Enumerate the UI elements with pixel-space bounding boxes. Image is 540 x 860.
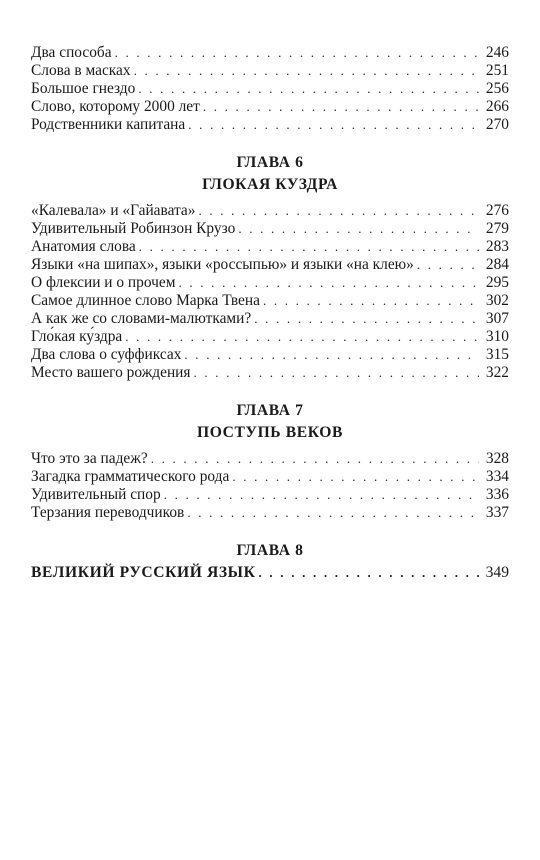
toc-entry[interactable] (31, 98, 509, 116)
table-of-contents (31, 44, 509, 582)
toc-entry[interactable] (31, 116, 509, 134)
toc-entry[interactable] (31, 256, 509, 274)
toc-entry-page: 295 (485, 274, 509, 291)
toc-leader-dots (203, 98, 479, 116)
toc-entry[interactable] (31, 328, 509, 346)
toc-entry-title: Место вашего рождения (31, 364, 191, 381)
toc-entry[interactable] (31, 450, 509, 468)
chapter-title: ГЛОКАЯ КУЗДРА (202, 176, 338, 193)
toc-entry-page: 279 (485, 220, 509, 237)
toc-entry-page: 302 (485, 292, 509, 309)
toc-chapter-8 (31, 540, 509, 582)
toc-entry-page: 337 (485, 504, 509, 521)
toc-entry[interactable] (31, 44, 509, 62)
toc-leader-dots (151, 450, 479, 468)
toc-entry-page: 334 (485, 468, 509, 485)
toc-entry-page: 349 (485, 564, 509, 581)
toc-entry-title: Слова в масках (31, 62, 131, 79)
toc-entry[interactable] (31, 310, 509, 328)
toc-leader-dots (259, 564, 480, 582)
toc-chapter-7 (31, 400, 509, 522)
toc-leader-dots (187, 504, 479, 522)
toc-entry-page: 322 (485, 364, 509, 381)
toc-entry-page: 307 (485, 310, 509, 327)
chapter-label: ГЛАВА 8 (236, 542, 304, 559)
toc-entry[interactable] (31, 274, 509, 292)
toc-entry-title: Гло́кая ку́здра (31, 328, 123, 345)
toc-entry-title: Родственники капитана (31, 116, 186, 133)
toc-entry-page: 276 (485, 202, 509, 219)
toc-entry[interactable] (31, 238, 509, 256)
toc-leader-dots (138, 80, 479, 98)
toc-leader-dots (184, 346, 479, 364)
toc-leader-dots (115, 44, 479, 62)
chapter-label: ГЛАВА 6 (236, 154, 304, 171)
toc-entry-title: Удивительный спор (31, 486, 161, 503)
toc-leader-dots (194, 364, 480, 382)
toc-entry[interactable] (31, 292, 509, 310)
toc-entry[interactable] (31, 364, 509, 382)
toc-leader-dots (164, 486, 479, 504)
toc-entry-page: 270 (485, 116, 509, 133)
toc-leader-dots (139, 238, 479, 256)
toc-entry-title: О флексии и о прочем (31, 274, 176, 291)
toc-leader-dots (125, 328, 479, 346)
chapter-title: ПОСТУПЬ ВЕКОВ (197, 424, 343, 441)
toc-entry-title: Слово, которому 2000 лет (31, 98, 200, 115)
toc-entry-page: 251 (485, 62, 509, 79)
toc-entry-title: А как же со словами-малютками? (31, 310, 252, 327)
toc-entry[interactable] (31, 62, 509, 80)
chapter-label: ГЛАВА 7 (236, 402, 304, 419)
toc-entry[interactable] (31, 564, 509, 582)
toc-leader-dots (198, 202, 479, 220)
toc-entry-page: 315 (485, 346, 509, 363)
toc-entry[interactable] (31, 486, 509, 504)
toc-entry-page: 283 (485, 238, 509, 255)
toc-entry-page: 246 (485, 44, 509, 61)
toc-entry[interactable] (31, 504, 509, 522)
toc-entry-title: Терзания переводчиков (31, 504, 185, 521)
toc-entry[interactable] (31, 346, 509, 364)
toc-entry-page: 328 (485, 450, 509, 467)
toc-leader-dots (134, 62, 479, 80)
toc-entry[interactable] (31, 220, 509, 238)
toc-entry-title: Два слова о суффиксах (31, 346, 182, 363)
toc-entry-title: Языки «на шипах», языки «россыпью» и языки «на клею» (31, 256, 414, 273)
toc-leader-dots (254, 310, 479, 328)
toc-entry-page: 284 (485, 256, 509, 273)
toc-entry-title: Два способа (31, 44, 112, 61)
toc-entry-title: Самое длинное слово Марка Твена (31, 292, 260, 309)
toc-leader-dots (232, 468, 479, 486)
chapter-title: ВЕЛИКИЙ РУССКИЙ ЯЗЫК (31, 564, 256, 581)
toc-entry-page: 310 (485, 328, 509, 345)
toc-entry-title: Что это за падеж? (31, 450, 148, 467)
toc-entry[interactable] (31, 202, 509, 220)
toc-leader-dots (178, 274, 479, 292)
toc-leader-dots (263, 292, 479, 310)
toc-section-top (31, 44, 509, 134)
toc-entry-page: 256 (485, 80, 509, 97)
toc-entry-title: Большое гнездо (31, 80, 136, 97)
toc-entry-page: 336 (485, 486, 509, 503)
toc-leader-dots (417, 256, 479, 274)
toc-leader-dots (188, 116, 479, 134)
toc-entry-title: Удивительный Робинзон Крузо (31, 220, 236, 237)
toc-entry[interactable] (31, 80, 509, 98)
toc-entry-title: Загадка грамматического рода (31, 468, 230, 485)
toc-chapter-6 (31, 152, 509, 382)
toc-entry-title: Анатомия слова (31, 238, 136, 255)
toc-entry-title: «Калевала» и «Гайавата» (31, 202, 196, 219)
toc-leader-dots (238, 220, 479, 238)
toc-entry-page: 266 (485, 98, 509, 115)
toc-entry[interactable] (31, 468, 509, 486)
